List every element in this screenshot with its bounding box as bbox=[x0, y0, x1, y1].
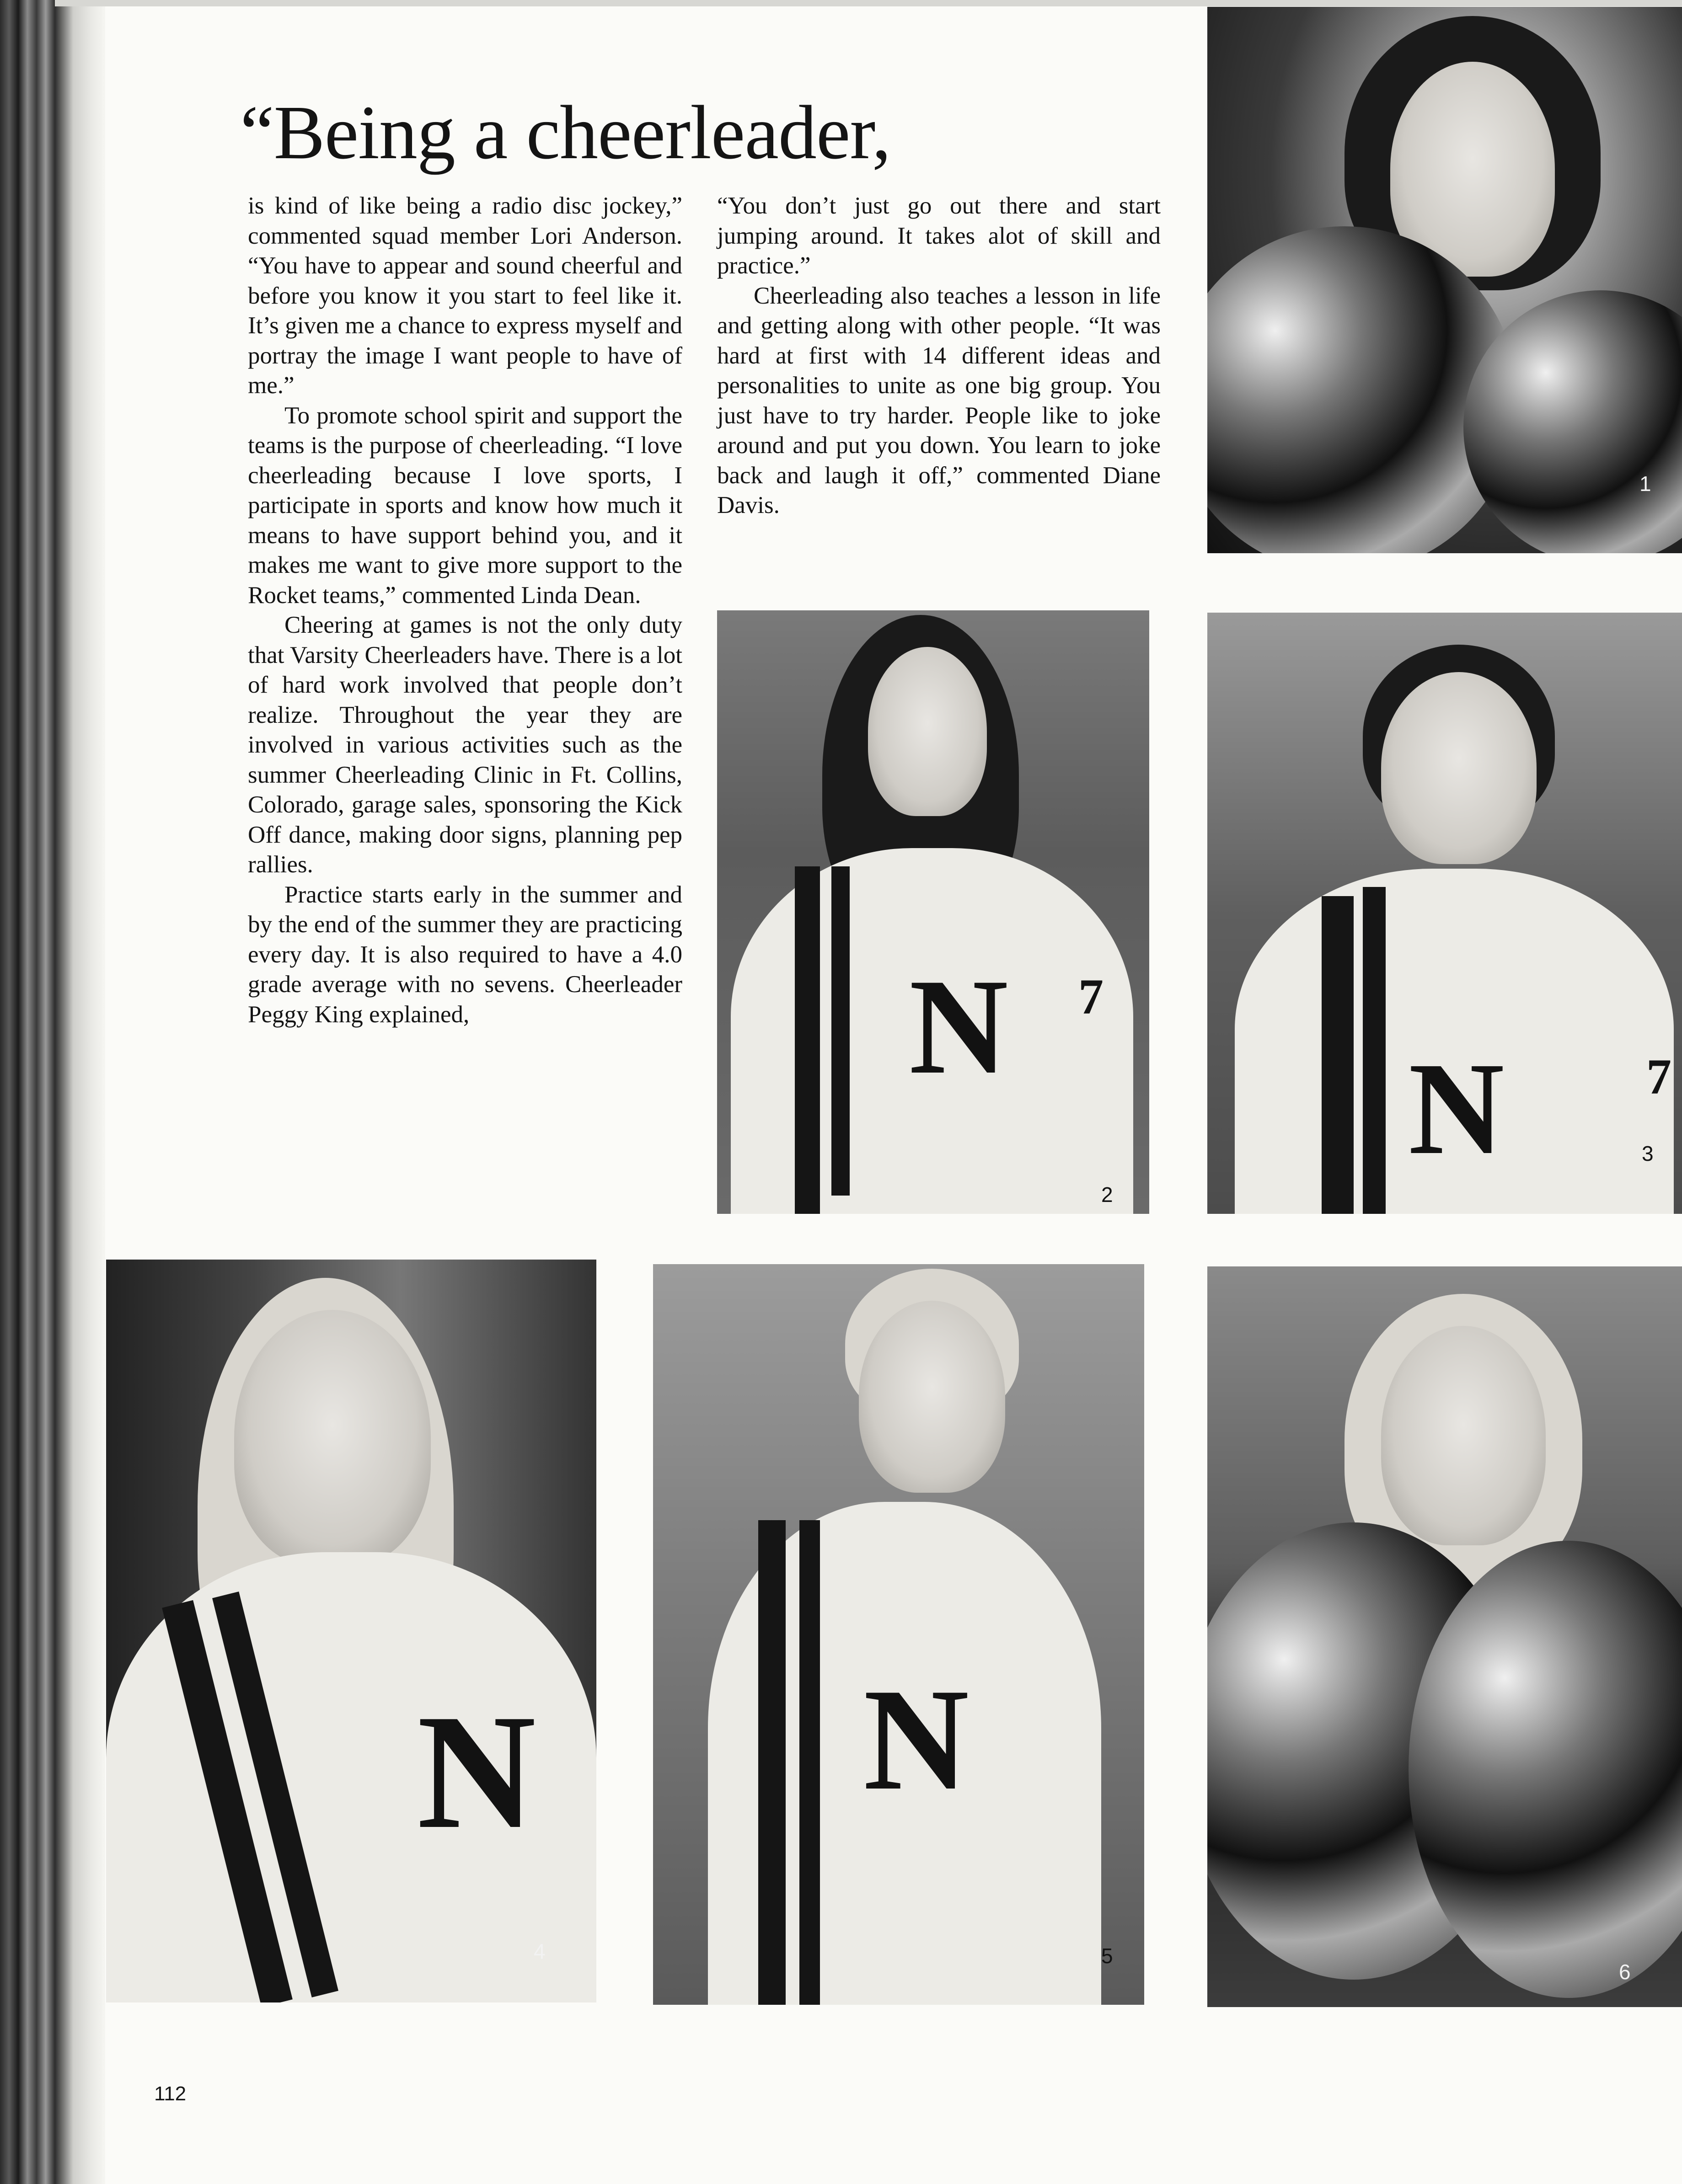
photo-number: 2 bbox=[1101, 1183, 1113, 1207]
paragraph: Cheering at games is not the only duty that Varsity Cheerleaders have. There is a lot of hard work involved that people don’t realize. Throughout the year they are involved in various activities such as the summer Cheerleading Clinic in Ft. Collins, Colorado, garage sales, sponsoring the Kick Off dance, making door signs, planning pep rallies. bbox=[248, 612, 682, 878]
article-column-1 bbox=[248, 191, 682, 1030]
cheerleader-photo-4 bbox=[106, 1260, 596, 2002]
article-column-2 bbox=[717, 191, 1161, 521]
cheerleader-photo-3 bbox=[1207, 613, 1682, 1214]
page-number: 112 bbox=[154, 2083, 187, 2105]
cheerleader-photo-6 bbox=[1207, 1266, 1682, 2007]
headline: “Being a cheerleader, bbox=[240, 90, 891, 175]
cheerleader-photo-2 bbox=[717, 610, 1149, 1214]
book-binding bbox=[0, 0, 105, 2184]
paragraph: To promote school spirit and support the teams is the purpose of cheerleading. “I love cheerleading because I love sports, I participate in sports and know how much it means to have support behind you, and it makes me want to give more support to the Rocket teams,” commented Linda Dean. bbox=[248, 402, 682, 609]
sweater-letter: N bbox=[417, 1680, 536, 1863]
photo-number: 5 bbox=[1101, 1944, 1113, 1968]
photo-number: 1 bbox=[1639, 472, 1651, 496]
paragraph: Practice starts early in the summer and by the end of the summer they are practicing every day. It is also required to have a 4.0 grade average with no sevens. Cheerleader Peggy King explained, bbox=[248, 881, 682, 1028]
cheerleader-photo-1 bbox=[1207, 7, 1682, 553]
sleeve-number: 7 bbox=[1078, 969, 1103, 1025]
paragraph: is kind of like being a radio disc jockey,” commented squad member Lori Anderson. “You have to appear and sound cheerful and before you know it you start to feel like it. It’s given me a chance to express myself and portray the image I want people to have of me.” bbox=[248, 192, 682, 399]
photo-number: 3 bbox=[1642, 1142, 1654, 1165]
sweater-letter: N bbox=[863, 1659, 970, 1821]
paragraph: Cheerleading also teaches a lesson in life and getting along with other people. “It was hard at first with 14 different ideas and personalities to unite as one big group. You just have to try harder. People like to joke around and put you down. You learn to joke back and laugh it off,” commented Diane Davis. bbox=[717, 282, 1161, 518]
page-edge bbox=[55, 0, 1682, 6]
sweater-letter: N bbox=[909, 950, 1008, 1102]
cheerleader-photo-5 bbox=[653, 1264, 1144, 2005]
photo-number: 4 bbox=[534, 1939, 546, 1963]
paragraph: “You don’t just go out there and start jumping around. It takes alot of skill and practice.” bbox=[717, 192, 1161, 279]
sleeve-number: 7 bbox=[1646, 1049, 1671, 1105]
photo-number: 6 bbox=[1619, 1960, 1631, 1984]
sweater-letter: N bbox=[1409, 1035, 1505, 1182]
